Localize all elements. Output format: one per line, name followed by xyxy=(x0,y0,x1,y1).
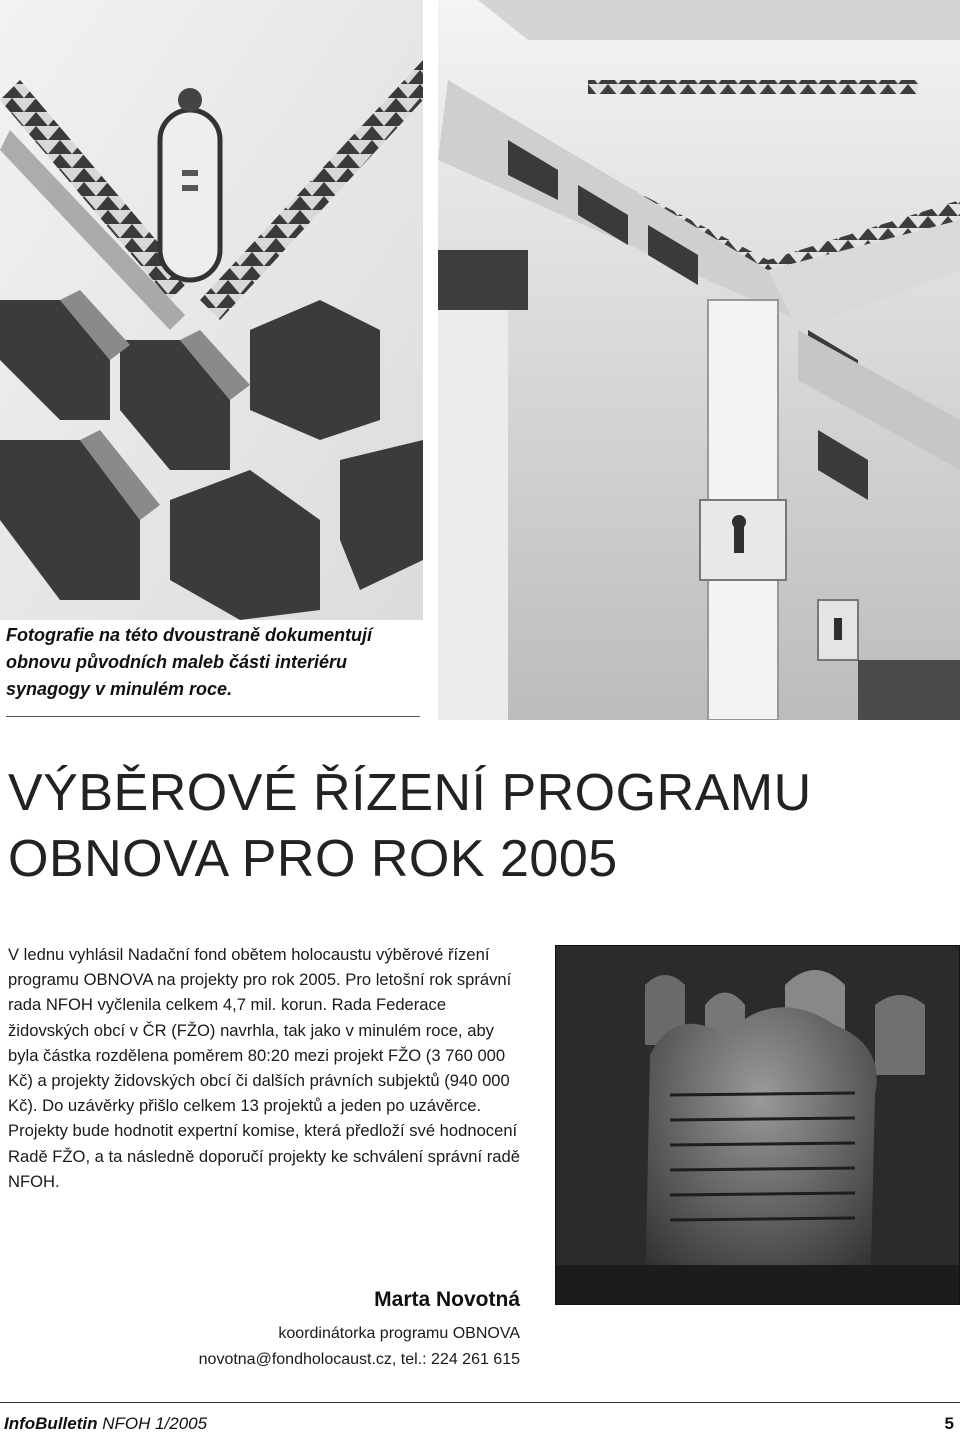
footer-publication xyxy=(4,1413,207,1435)
author-contact: novotna@fondholocaust.cz, tel.: 224 261 615 xyxy=(198,1351,520,1368)
author-name: Marta Novotná xyxy=(374,1288,520,1311)
page-number: 5 xyxy=(944,1414,954,1433)
ceiling-corner-photo xyxy=(0,0,423,620)
cemetery-tombstone-photo xyxy=(555,945,960,1305)
footer-publication-name: InfoBulletin xyxy=(4,1414,98,1433)
author-role: koordinátorka programu OBNOVA xyxy=(278,1325,520,1342)
article-title xyxy=(8,760,908,892)
article-body: V lednu vyhlásil Nadační fond obětem holocaustu výběrové řízení programu OBNOVA na projekty pro rok 2005. Pro letošní rok správní rada NFOH vyčlenila celkem 4,7 mil. korun. Rada Federace židovských obcí v ČR (FŽO) navrhla, tak jako v minulém roce, aby byla částka rozdělena poměrem 80:20 mezi projekt FŽO (3 760 000 Kč) a projekty židovských obcí či dalších právních subjektů (940 000 Kč). Do uzávěrky přišlo celkem 13 projektů a jeden po uzávěrce. Projekty bude hodnotit expertní komise, která předloží své hodnocení Radě FŽO, a ta následně doporučí projekty ke schválení správní radě NFOH. xyxy=(8,945,520,1191)
ceiling-column-photo xyxy=(438,0,960,720)
photo-caption: Fotografie na této dvoustraně dokumentují obnovu původních maleb části interiéru synagogy v minulém roce. xyxy=(6,625,373,699)
title-line-2: OBNOVA PRO ROK 2005 xyxy=(8,830,618,888)
caption-divider xyxy=(6,716,420,717)
footer-issue: NFOH 1/2005 xyxy=(97,1414,208,1433)
author-signature xyxy=(0,1285,520,1373)
footer-divider xyxy=(0,1402,960,1403)
title-line-1: VÝBĚROVÉ ŘÍZENÍ PROGRAMU xyxy=(8,764,812,822)
